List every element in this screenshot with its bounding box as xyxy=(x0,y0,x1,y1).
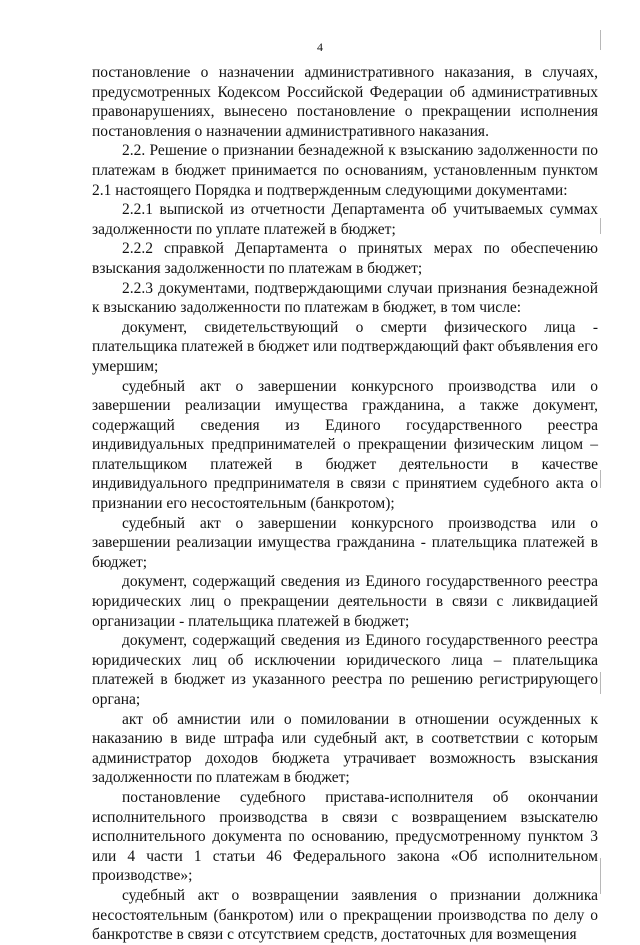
paragraph: судебный акт о возвращении заявления о признании должника несостоятельным (банкротом) или о прекращении производства по делу о банкротстве в связи с отсутствием средств, достаточных для возмещения xyxy=(92,886,598,944)
paragraph: документ, содержащий сведения из Единого государственного реестра юридических лиц о прекращении деятельности в связи с ликвидацией организации - плательщика платежей в бюджет; xyxy=(92,573,598,630)
paragraph: судебный акт о завершении конкурсного производства или о завершении реализации имущества гражданина - плательщика платежей в бюджет; xyxy=(92,514,598,571)
document-body xyxy=(92,63,598,945)
scan-edge-mark xyxy=(600,30,601,50)
scan-edge-mark xyxy=(600,858,601,894)
paragraph: 2.2.2 справкой Департамента о принятых мерах по обеспечению взыскания задолженности по платежам в бюджет; xyxy=(92,240,598,277)
paragraph: постановление о назначении административного наказания, в случаях, предусмотренных Кодексом Российской Федерации об административных правонарушениях, вынесено постановление о прекращении исполнения постановления о назначении административного наказания. xyxy=(92,64,598,140)
paragraph: судебный акт о завершении конкурсного производства или о завершении реализации имущества гражданина, а также документ, содержащий сведения из Единого государственного реестра индивидуальных предпринимателей о прекращении физическим лицом – плательщиком платежей в бюджет деятельности в качестве индивидуального предпринимателя в связи с принятием судебного акта о признании его несостоятельным (банкротом); xyxy=(92,377,598,513)
scan-edge-mark xyxy=(600,218,601,234)
paragraph: акт об амнистии или о помиловании в отношении осужденных к наказанию в виде штрафа или судебный акт, в соответствии с которым администратор доходов бюджета утрачивает возможность взыскания задолженности по платежам в бюджет; xyxy=(92,710,598,787)
paragraph: 2.2.3 документами, подтверждающими случаи признания безнадежной к взысканию задолженности по платежам в бюджет, в том числе: xyxy=(92,279,598,317)
paragraph: 2.2.1 выпиской из отчетности Департамента об учитываемых суммах задолженности по уплате платежей в бюджет; xyxy=(92,201,598,238)
paragraph: документ, свидетельствующий о смерти физического лица - плательщика платежей в бюджет или подтверждающий факт объявления его умершим; xyxy=(92,318,598,375)
paragraph: 2.2. Решение о признании безнадежной к взысканию задолженности по платежам в бюджет принимается по основаниям, установленным пунктом 2.1 настоящего Порядка и подтвержденным следующими документами: xyxy=(92,142,598,199)
page-number: 4 xyxy=(317,40,323,54)
paragraph: постановление судебного пристава-исполнителя об окончании исполнительного производства в связи с возвращением взыскателю исполнительного документа по основанию, предусмотренному пунктом 3 или 4 части 1 статьи 46 Федерального закона «Об исполнительном производстве»; xyxy=(92,788,598,885)
scan-edge-mark xyxy=(600,672,601,694)
paragraph: документ, содержащий сведения из Единого государственного реестра юридических лиц об исключении юридического лица – плательщика платежей в бюджет из указанного реестра по решению регистрирующего органа; xyxy=(92,632,598,708)
scan-edge-mark xyxy=(600,470,601,488)
